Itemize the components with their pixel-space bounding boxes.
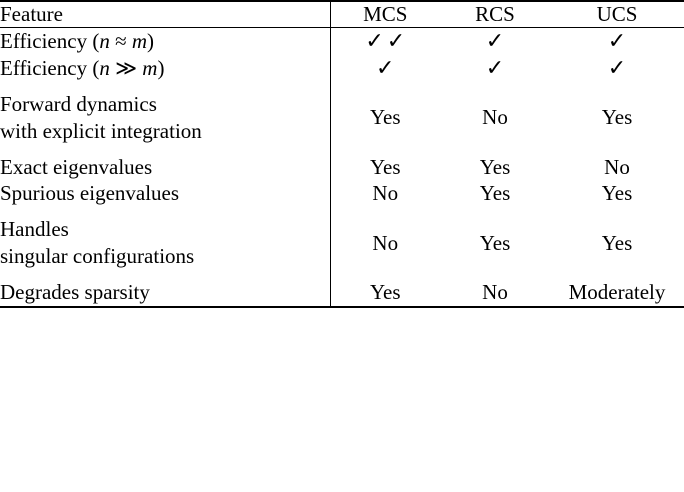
feature-label bbox=[0, 28, 330, 55]
value-mcs: Yes bbox=[369, 154, 401, 179]
check-icon: ✓ bbox=[365, 28, 384, 53]
value-mcs: No bbox=[372, 230, 399, 255]
table-row bbox=[0, 28, 684, 55]
value-mcs bbox=[330, 28, 440, 55]
value-ucs: Yes bbox=[601, 105, 633, 130]
table-row bbox=[0, 55, 684, 82]
feature-label bbox=[0, 55, 330, 82]
check-icon: ✓ bbox=[386, 28, 406, 53]
check-icon: ✓ bbox=[485, 28, 505, 53]
feature-line-text: Forward dynamics bbox=[0, 91, 157, 116]
feature-line-text: Spurious eigenvalues bbox=[0, 181, 180, 206]
value-mcs: Yes bbox=[369, 105, 401, 130]
value-ucs bbox=[550, 28, 684, 55]
value-rcs bbox=[440, 55, 550, 82]
value-rcs: Yes bbox=[479, 154, 511, 179]
table-row bbox=[0, 82, 684, 154]
check-icon: ✓ bbox=[607, 28, 627, 53]
check-icon: ✓ bbox=[376, 54, 395, 80]
feature-line-text: Degrades sparsity bbox=[0, 280, 150, 304]
value-rcs: No bbox=[440, 279, 550, 307]
column-header-feature: Feature bbox=[0, 1, 330, 28]
table-row bbox=[0, 279, 684, 307]
feature-label bbox=[0, 180, 330, 207]
feature-line-text: with explicit integration bbox=[0, 118, 202, 143]
table-row bbox=[0, 180, 684, 207]
value-rcs bbox=[440, 28, 550, 55]
table-row bbox=[0, 207, 684, 279]
value-ucs bbox=[550, 55, 684, 82]
feature-label bbox=[0, 279, 330, 307]
feature-label bbox=[0, 154, 330, 181]
value-mcs: No bbox=[372, 181, 399, 206]
value-ucs: No bbox=[604, 154, 630, 179]
feature-line-text: Efficiency (n ≈ m) bbox=[0, 29, 155, 53]
value-mcs bbox=[330, 55, 440, 82]
value-ucs: Moderately bbox=[550, 279, 684, 307]
feature-line-text: Efficiency (n ≫ m) bbox=[0, 55, 165, 80]
table-body bbox=[0, 28, 684, 307]
value-rcs: Yes bbox=[479, 230, 511, 255]
value-rcs: Yes bbox=[479, 181, 511, 206]
check-icon: ✓ bbox=[485, 54, 505, 80]
feature-line-text: Handles bbox=[0, 217, 69, 242]
column-header-mcs: MCS bbox=[330, 1, 440, 28]
value-mcs: Yes bbox=[330, 279, 440, 307]
feature-line-text: singular configurations bbox=[0, 244, 195, 269]
value-ucs: Yes bbox=[601, 230, 633, 255]
feature-line-text: Exact eigenvalues bbox=[0, 154, 153, 179]
value-ucs: Yes bbox=[601, 181, 633, 206]
feature-label bbox=[0, 207, 330, 279]
value-rcs: No bbox=[482, 105, 508, 130]
column-header-ucs: UCS bbox=[550, 1, 684, 28]
column-header-rcs: RCS bbox=[440, 1, 550, 28]
table-header bbox=[0, 1, 684, 28]
table-header-row bbox=[0, 1, 684, 28]
check-icon: ✓ bbox=[607, 54, 627, 80]
feature-label bbox=[0, 82, 330, 154]
table-row bbox=[0, 154, 684, 181]
